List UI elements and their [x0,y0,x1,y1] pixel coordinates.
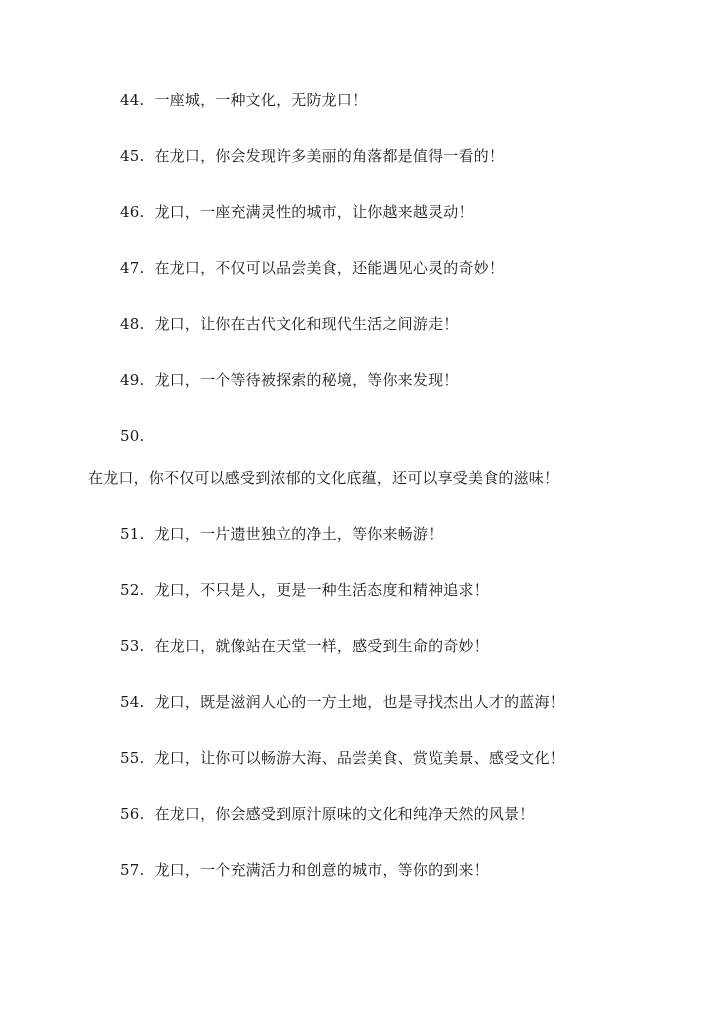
list-item [120,748,565,768]
list-item [120,580,489,600]
item-text: 龙口，一座充满灵性的城市，让你越来越灵动！ [154,203,474,221]
item-number: 51. [120,525,145,543]
item-text: 一座城，一种文化，无防龙口！ [154,91,368,109]
item-number: 45. [120,147,145,165]
list-item [120,692,565,712]
item-text: 龙口，一个充满活力和创意的城市，等你的到来！ [154,861,489,879]
list-item [120,804,534,824]
list-item [120,370,458,390]
item-text: 在龙口，你会发现许多美丽的角落都是值得一看的！ [154,147,505,165]
item-number: 54. [120,693,145,711]
list-item-continuation [88,468,559,488]
item-number: 53. [120,637,145,655]
item-number: 52. [120,581,145,599]
list-item [120,146,504,166]
item-text: 龙口，让你可以畅游大海、品尝美食、赏览美景、感受文化！ [154,749,565,767]
list-item [120,314,458,334]
item-text: 龙口，让你在古代文化和现代生活之间游走！ [154,315,459,333]
item-text: 在龙口，你不仅可以感受到浓郁的文化底蕴，还可以享受美食的滋味！ [88,469,560,487]
list-item [120,202,474,222]
item-number: 44. [120,91,145,109]
list-item [120,524,443,544]
item-text: 在龙口，你会感受到原汁原味的文化和纯净天然的风景！ [154,805,535,823]
list-item [120,258,504,278]
item-text: 龙口，一个等待被探索的秘境，等你来发现！ [154,371,459,389]
list-item [120,90,367,110]
item-text: 在龙口，不仅可以品尝美食，还能遇见心灵的奇妙！ [154,259,505,277]
list-item [120,860,489,880]
item-number: 57. [120,861,145,879]
item-number: 48. [120,315,145,333]
item-number: 47. [120,259,145,277]
item-number: 49. [120,371,145,389]
item-number: 56. [120,805,145,823]
item-text: 龙口，既是滋润人心的一方土地，也是寻找杰出人才的蓝海！ [154,693,565,711]
list-item [120,426,154,446]
list-item [120,636,489,656]
item-number: 50. [120,427,145,445]
item-text: 在龙口，就像站在天堂一样，感受到生命的奇妙！ [154,637,489,655]
item-text: 龙口，不只是人，更是一种生活态度和精神追求！ [154,581,489,599]
item-number: 55. [120,749,145,767]
item-text: 龙口，一片遗世独立的净土，等你来畅游！ [154,525,444,543]
item-number: 46. [120,203,145,221]
